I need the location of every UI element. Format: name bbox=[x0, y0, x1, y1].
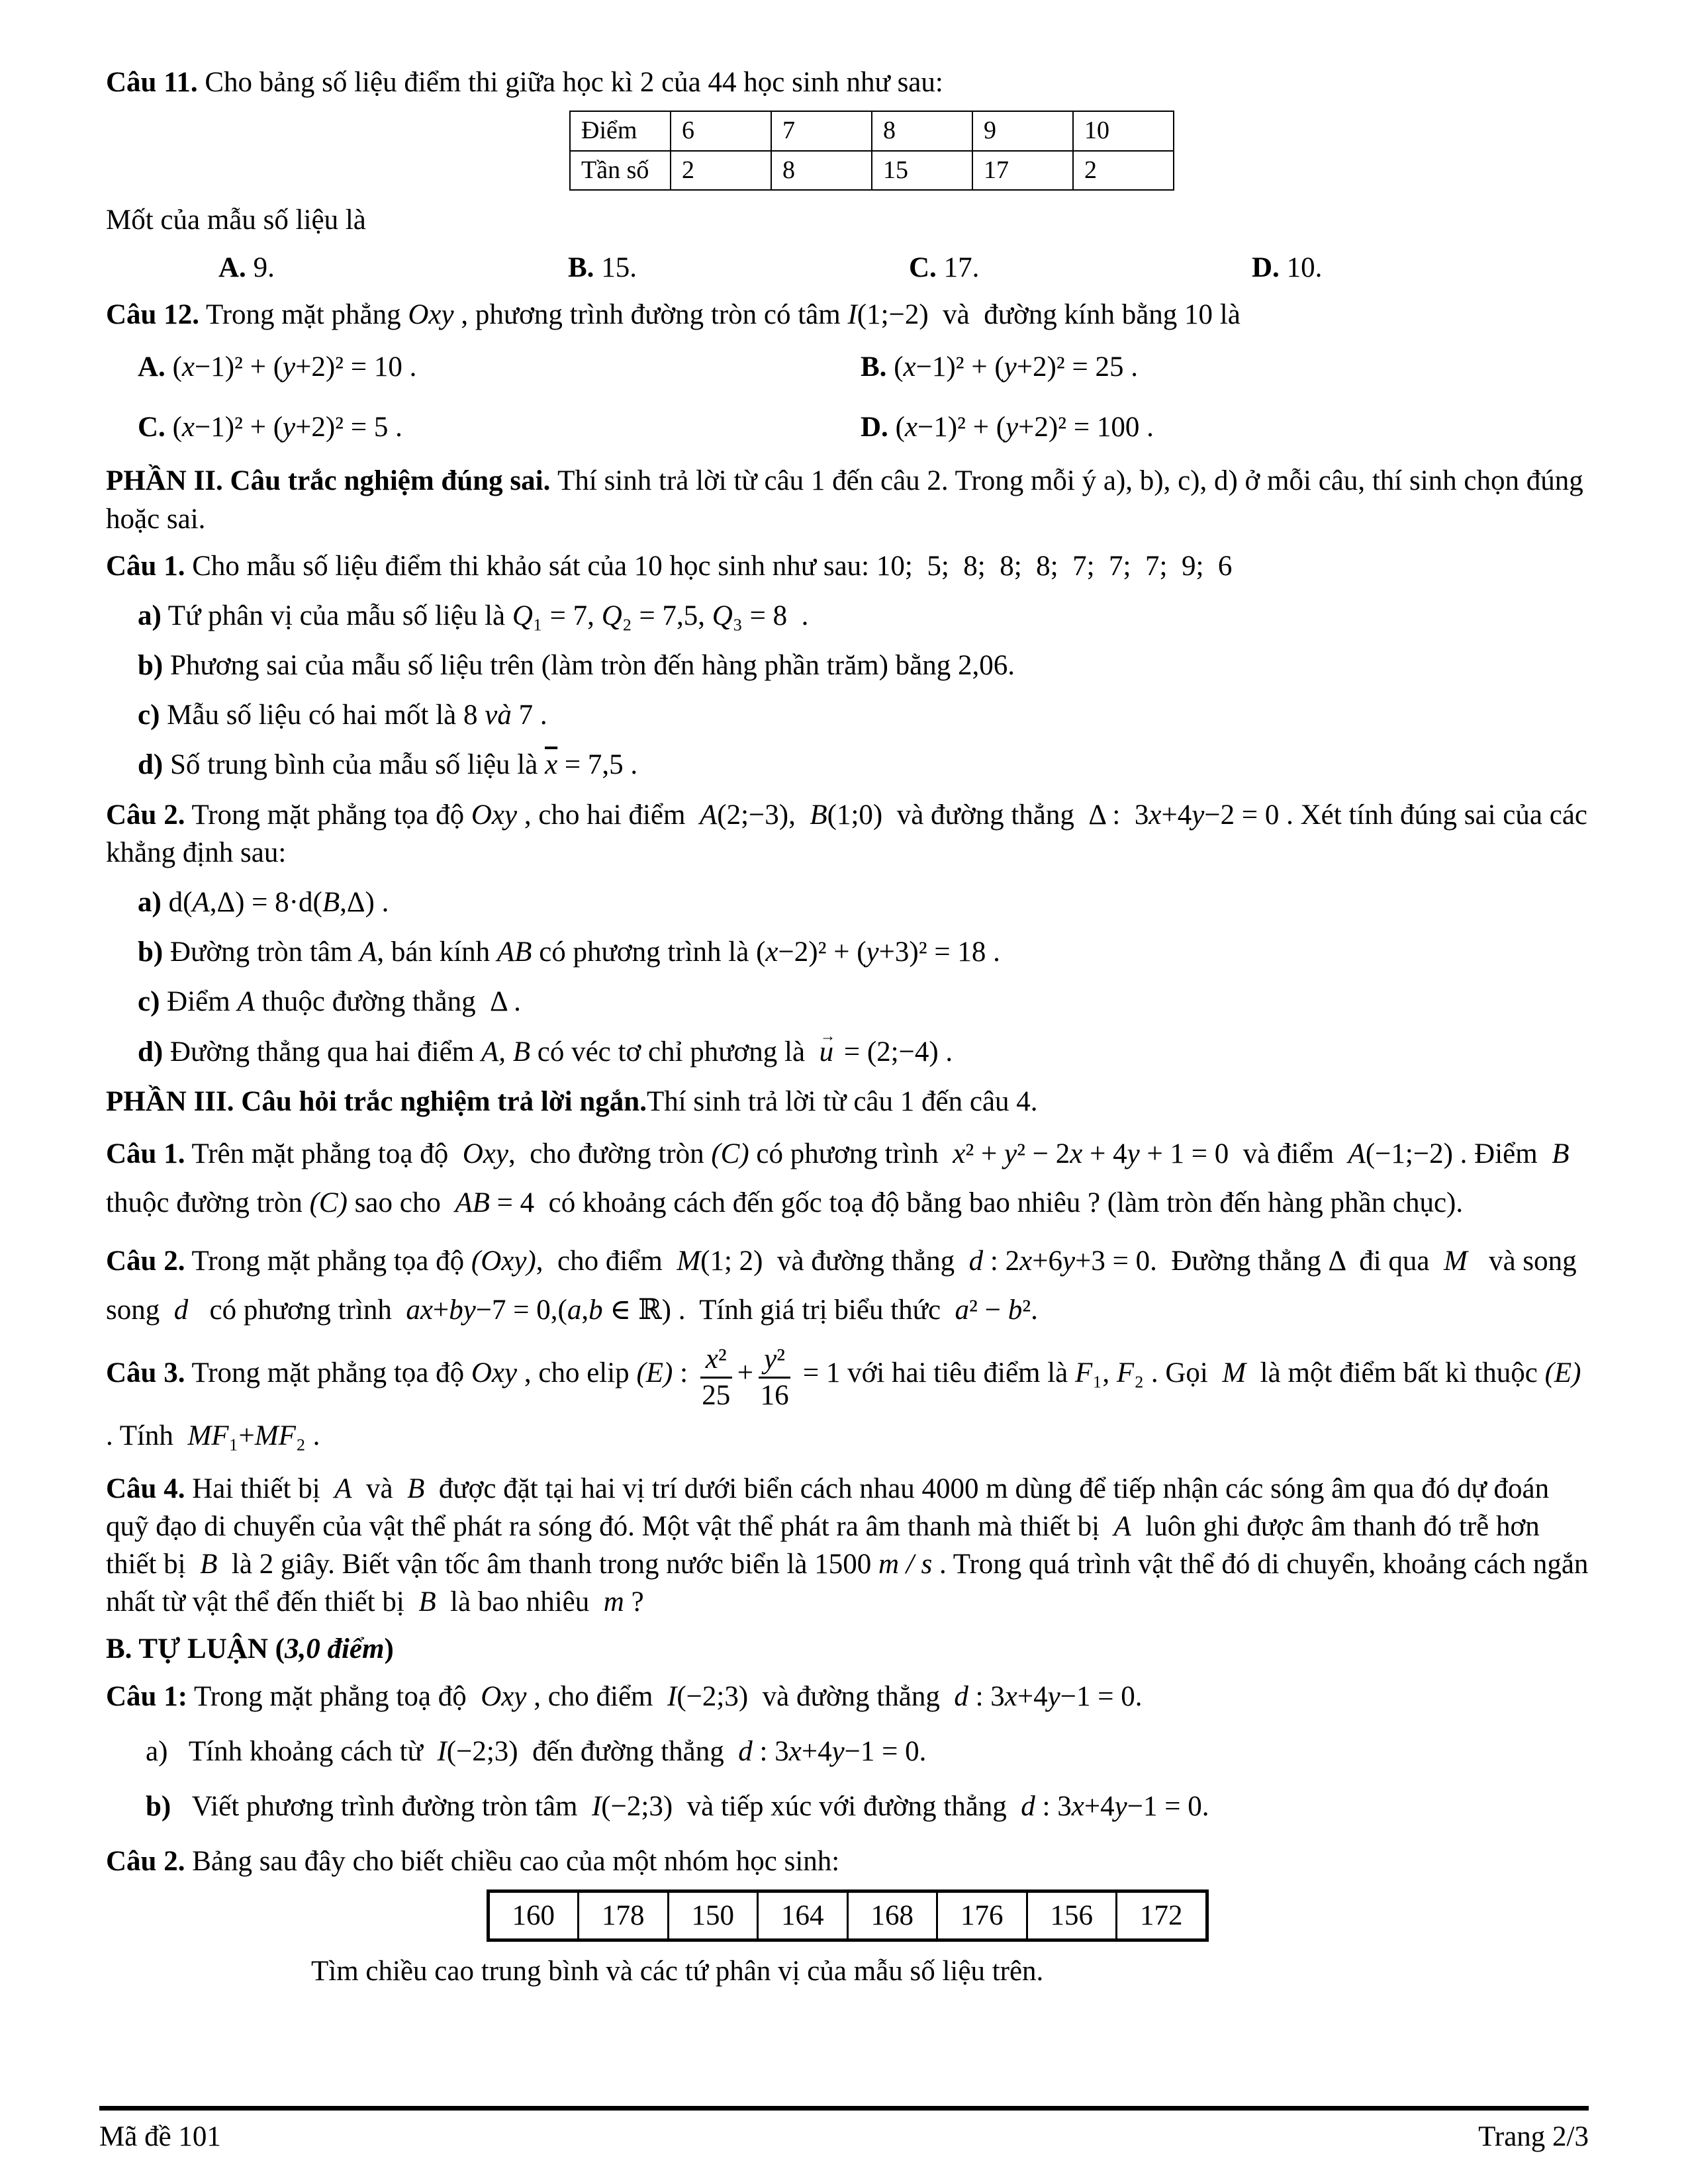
page-footer bbox=[99, 2118, 1589, 2156]
part3-q3-text bbox=[106, 1344, 1589, 1461]
table-cell: 160 bbox=[488, 1891, 579, 1940]
table-cell: 164 bbox=[758, 1891, 848, 1940]
option-label: C. bbox=[138, 412, 165, 443]
fraction-numerator: x² bbox=[700, 1344, 732, 1379]
exam-code: Mã đề 101 bbox=[99, 2121, 221, 2152]
table-cell: 6 bbox=[671, 111, 771, 151]
part2-q2-item-d: d) Đường thẳng qua hai điểm A, B có véc tơ chỉ phương là u → = (2;−4) . bbox=[106, 1033, 1589, 1071]
plus-sign: + bbox=[737, 1357, 754, 1388]
option-text: 9. bbox=[253, 251, 275, 283]
essay-q2-followup: Tìm chiều cao trung bình và các tứ phân vị của mẫu số liệu trên. bbox=[311, 1956, 1044, 1987]
table-row bbox=[570, 151, 1174, 191]
q11-frequency-table bbox=[569, 111, 1174, 191]
option-label: D. bbox=[1252, 251, 1280, 283]
option-formula: (x−1)² + (y+2)² = 10 . bbox=[172, 351, 417, 383]
table-cell: 9 bbox=[972, 111, 1073, 151]
table-cell: 7 bbox=[771, 111, 872, 151]
part3-q4-text: Câu 4. Hai thiết bị A và B được đặt tại hai vị trí dưới biển cách nhau 4000 m dùng để tiếp nhận các sóng âm qua đó dự đoán quỹ đạo di chuyển của vật thể phát ra sóng đó. Một vật thể phát ra âm thanh mà thiết bị A luôn ghi được âm thanh đó trễ hơn thiết bị B là 2 giây. Biết vận tốc âm thanh trong nước biển là 1500 m / s . Trong quá trình vật thể đó di chuyển, khoảng cách ngắn nhất từ vật thể đến thiết bị B là bao nhiêu m ? bbox=[106, 1473, 1596, 1618]
part2-q1-item-b: b) Phương sai của mẫu số liệu trên (làm tròn đến hàng phần trăm) bằng 2,06. bbox=[138, 650, 1015, 682]
table-cell: 168 bbox=[847, 1891, 937, 1940]
table-cell: 2 bbox=[1073, 151, 1174, 191]
option-a bbox=[138, 348, 861, 386]
essay-q2-height-table bbox=[487, 1889, 1209, 1942]
option-text: 15. bbox=[601, 251, 637, 283]
part2-q2-item-c: c) Điểm A thuộc đường thẳng Δ . bbox=[138, 986, 521, 1018]
part3-q2-text: Câu 2. Trong mặt phẳng tọa độ (Oxy), cho điểm M(1; 2) và đường thẳng d : 2x+6y+3 = 0. Đường thẳng Δ đi qua M và song song d có phương trình ax+by−7 = 0,(a,b ∈ ℝ) . Tính giá trị biểu thức a² − b². bbox=[106, 1245, 1584, 1326]
essay-heading: B. TỰ LUẬN (3,0 điểm) bbox=[106, 1633, 394, 1665]
option-formula: (x−1)² + (y+2)² = 100 . bbox=[895, 412, 1154, 443]
table-cell: Điểm bbox=[570, 111, 671, 151]
part2-q2-text: Câu 2. Trong mặt phẳng tọa độ Oxy , cho hai điểm A(2;−3), B(1;0) và đường thẳng Δ : 3x+4y−2 = 0 . Xét tính đúng sai của các khẳng định sau: bbox=[106, 799, 1595, 868]
footer-divider bbox=[99, 2106, 1589, 2111]
table-cell: 8 bbox=[771, 151, 872, 191]
option-d bbox=[861, 408, 1589, 446]
table-cell: Tần số bbox=[570, 151, 671, 191]
option-c bbox=[138, 408, 861, 446]
fraction-denominator: 25 bbox=[702, 1380, 731, 1412]
option-label: A. bbox=[138, 351, 165, 383]
option-label: B. bbox=[568, 251, 594, 283]
table-cell: 150 bbox=[668, 1891, 758, 1940]
fraction-numerator: y² bbox=[759, 1344, 790, 1379]
fraction-denominator: 16 bbox=[760, 1380, 789, 1412]
table-cell: 2 bbox=[671, 151, 771, 191]
table-cell: 8 bbox=[872, 111, 972, 151]
essay-q1-item-a: a) Tính khoảng cách từ I(−2;3) đến đường thẳng d : 3x+4y−1 = 0. bbox=[146, 1735, 927, 1767]
option-a bbox=[218, 249, 568, 287]
part2-q2-item-b: b) Đường tròn tâm A, bán kính AB có phương trình là (x−2)² + (y+3)² = 18 . bbox=[138, 936, 1000, 968]
option-text: 10. bbox=[1286, 251, 1323, 283]
essay-q1-text: Câu 1: Trong mặt phẳng toạ độ Oxy , cho điểm I(−2;3) và đường thẳng d : 3x+4y−1 = 0. bbox=[106, 1680, 1143, 1712]
table-cell: 178 bbox=[579, 1891, 669, 1940]
option-b bbox=[861, 348, 1589, 386]
option-formula: (x−1)² + (y+2)² = 25 . bbox=[894, 351, 1138, 383]
option-b bbox=[568, 249, 909, 287]
table-cell: 10 bbox=[1073, 111, 1174, 151]
table-cell: 172 bbox=[1117, 1891, 1207, 1940]
part2-q2-item-a: a) d(A,Δ) = 8·d(B,Δ) . bbox=[138, 887, 389, 918]
essay-q1-item-b: b) Viết phương trình đường tròn tâm I(−2;3) và tiếp xúc với đường thẳng d : 3x+4y−1 = 0. bbox=[146, 1790, 1209, 1822]
part2-q1-item-c: c) Mẫu số liệu có hai mốt là 8 và 7 . bbox=[138, 700, 547, 731]
option-label: B. bbox=[861, 351, 887, 383]
option-label: A. bbox=[218, 251, 246, 283]
q3-prefix: Câu 3. Trong mặt phẳng tọa độ Oxy , cho elip (E) : bbox=[106, 1357, 695, 1388]
q11-text: Câu 11. Cho bảng số liệu điểm thi giữa học kì 2 của 44 học sinh như sau: bbox=[106, 67, 943, 98]
fraction-y2-over-16 bbox=[759, 1344, 790, 1412]
table-cell: 15 bbox=[872, 151, 972, 191]
part2-q1-item-a: a) Tứ phân vị của mẫu số liệu là Q₁ = 7, Q₂ = 7,5, Q₃ = 8 . bbox=[138, 600, 809, 631]
option-label: D. bbox=[861, 412, 888, 443]
option-formula: (x−1)² + (y+2)² = 5 . bbox=[172, 412, 402, 443]
option-label: C. bbox=[909, 251, 937, 283]
table-cell: 156 bbox=[1027, 1891, 1117, 1940]
table-row bbox=[488, 1891, 1207, 1940]
table-cell: 17 bbox=[972, 151, 1073, 191]
part2-heading: PHẦN II. Câu trắc nghiệm đúng sai. Thí sinh trả lời từ câu 1 đến câu 2. Trong mỗi ý a), b), c), d) ở mỗi câu, thí sinh chọn đúng hoặc sai. bbox=[106, 465, 1591, 535]
option-c bbox=[909, 249, 1252, 287]
part3-heading: PHẦN III. Câu hỏi trắc nghiệm trả lời ngắn.Thí sinh trả lời từ câu 1 đến câu 4. bbox=[106, 1085, 1038, 1117]
q11-options bbox=[106, 249, 1589, 287]
page-number: Trang 2/3 bbox=[1478, 2121, 1589, 2152]
fraction-x2-over-25 bbox=[700, 1344, 732, 1412]
part3-q1-text: Câu 1. Trên mặt phẳng toạ độ Oxy, cho đường tròn (C) có phương trình x² + y² − 2x + 4y + 1 = 0 và điểm A(−1;−2) . Điểm B thuộc đường tròn (C) sao cho AB = 4 có khoảng cách đến gốc toạ độ bằng bao nhiêu ? (làm tròn đến hàng phần chục). bbox=[106, 1138, 1583, 1218]
table-row bbox=[570, 111, 1174, 151]
q12-options bbox=[106, 348, 1589, 446]
option-d bbox=[1252, 249, 1589, 287]
option-text: 17. bbox=[943, 251, 980, 283]
q3-suffix: = 1 với hai tiêu điểm là F₁, F₂ . Gọi M là một điểm bất kì thuộc (E) . Tính MF₁+MF₂ . bbox=[106, 1357, 1589, 1451]
essay-q2-text: Câu 2. Bảng sau đây cho biết chiều cao của một nhóm học sinh: bbox=[106, 1846, 840, 1878]
q12-text: Câu 12. Trong mặt phẳng Oxy , phương trình đường tròn có tâm I(1;−2) và đường kính bằng 10 là bbox=[106, 298, 1241, 330]
table-cell: 176 bbox=[937, 1891, 1027, 1940]
q11-followup: Mốt của mẫu số liệu là bbox=[106, 205, 366, 236]
part2-q1-text: Câu 1. Cho mẫu số liệu điểm thi khảo sát của 10 học sinh như sau: 10; 5; 8; 8; 8; 7; 7; 7; 9; 6 bbox=[106, 550, 1233, 582]
part2-q1-item-d: d) Số trung bình của mẫu số liệu là $\overline{x} = 7,5$ . bbox=[138, 749, 638, 781]
